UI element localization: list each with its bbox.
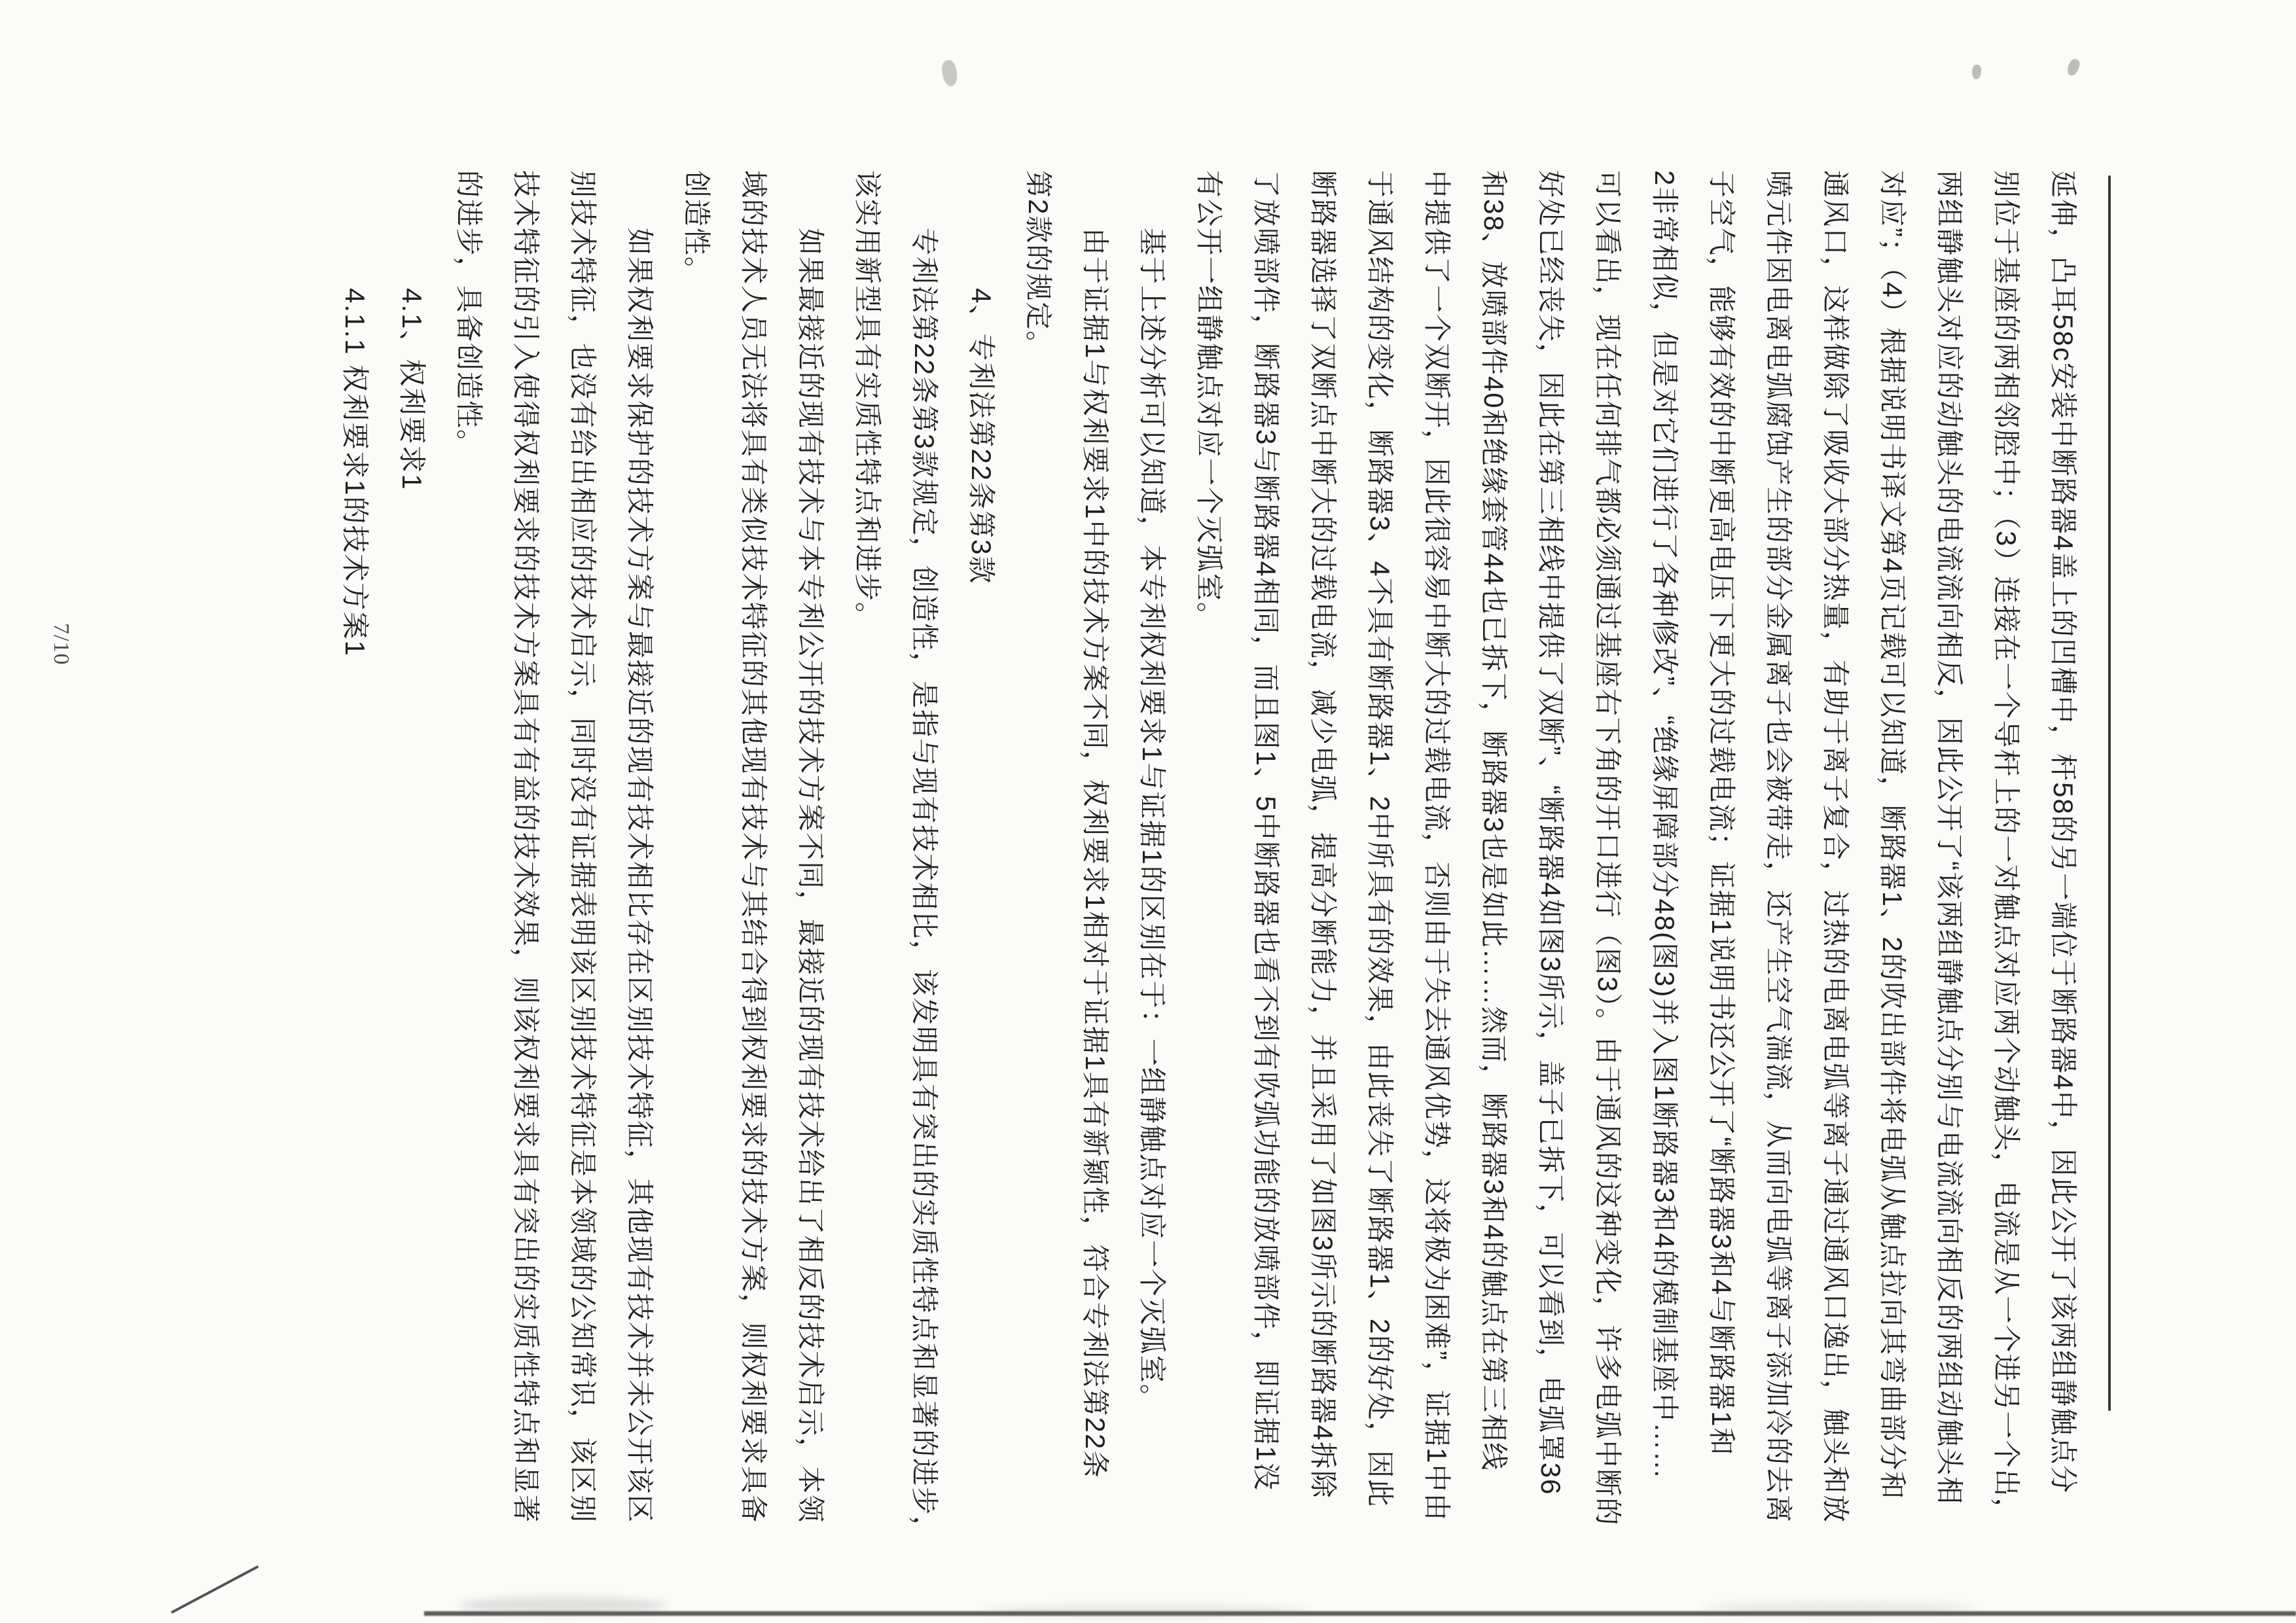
text-line: 中提供了一个双断开，因此很容易中断大的过载电流，否则由于失去通风优势，这将极为困难”，证据1中由 [1422, 170, 1452, 1522]
scan-smudge [1702, 1602, 1977, 1615]
section-heading: 4.1.1 权利要求1的技术方案1 [340, 288, 370, 657]
pencil-mark [940, 59, 960, 88]
text-line: 该实用新型具有实质性特点和进步。 [852, 170, 883, 632]
text-line: 延伸，凸耳58c安装中断路器4盖上的凹槽中，杆58的另一端位于断路器4中，因此公开了该两组静触点分 [2048, 170, 2079, 1495]
text-line: 断路器选择了双断点中断大的过载电流，减少电弧，提高分断能力，并且采用了如图3所示的断路器4拆除 [1308, 170, 1338, 1499]
text-line: 专利法第22条第3款规定，创造性，是指与现有技术相比，该发明具有突出的实质性特点和显著的进步， [909, 228, 940, 1545]
text-line: 域的技术人员无法将具有类似技术特征的其他现有技术与其结合得到权利要求的技术方案，则权利要求具备 [738, 170, 769, 1524]
text-line: 别技术特征，也没有给出相应的技术启示，同时没有证据表明该区别技术特征是本领域的公知常识，该区别 [567, 170, 598, 1524]
section-heading: 4.1、权利要求1 [397, 288, 427, 491]
text-line: 喷元件因电离电弧腐蚀产生的部分金属离子也会被带走，还产生空气湍流，从而向电弧等离子添加冷的去离 [1763, 170, 1794, 1524]
text-line: 基于上述分析可以知道，本专利权利要求1与证据1的区别在于：一组静触点对应一个灭弧室。 [1137, 228, 1168, 1413]
text-line: 子空气，能够有效的中断更高电压下更大的过载电流；证据1说明书还公开了“断路器3和4与断路器1和 [1706, 170, 1737, 1457]
text-line: 于通风结构的变化，断路器3、4不具有断路器1、2中所具有的效果，由此丧失了断路器1、2的好处，因此 [1365, 170, 1395, 1508]
text-line: 可以看出，现在任何排气都必须通过基座右下角的开口进行（图3）。由于通风的这种变化，许多电弧中断的 [1592, 170, 1623, 1527]
photocopy-artifact-line [2108, 175, 2111, 1411]
text-line: 通风口，这样做除了吸收大部分热量，有助于离子复合，过热的电离电弧等离子通过通风口逸出，触头和放 [1820, 170, 1851, 1524]
text-line: 对应”；（4）根据说明书译文第4页记载可以知道，断路器1、2的吹出部件将电弧从触点拉向其弯曲部分和 [1877, 170, 1908, 1501]
text-line: 如果权利要求保护的技术方案与最接近的现有技术相比存在区别技术特征，其他现有技术并未公开该区 [624, 228, 655, 1524]
text-line: 2非常相似，但是对它们进行了各种修改”、“绝缘屏障部分48(图3)并入图1断路器3和4的模制基座中…… [1649, 170, 1680, 1480]
text-line: 好处已经丧失，因此在第三相线中提供了双断”、“断路器4如图3所示，盖子已拆下，可以看到，电弧罩36 [1535, 170, 1566, 1496]
text-line: 别位于基座的两相邻腔中；（3）连接在一个导杆上的一对触点对应两个动触头，电流是从一个进另一个出， [1991, 170, 2022, 1527]
text-line: 有公开一组静触点对应一个灭弧室。 [1194, 170, 1225, 632]
text-line: 了放喷部件，断路器3与断路器4相同，而且图1、5中断路器也看不到有吹弧功能的放喷部件，即证据1没 [1251, 170, 1282, 1491]
page-number-label: 7/10 [49, 623, 73, 666]
scan-smudge [982, 1605, 1309, 1616]
text-line: 技术特征的引入使得权利要求的技术方案具有有益的技术效果，则该权利要求具有突出的实质性特点和显著 [511, 170, 541, 1524]
text-line: 第2款的规定。 [1023, 170, 1054, 360]
text-line: 的进步，具备创造性。 [454, 170, 484, 459]
scanner-edge-shadow [424, 1611, 2296, 1616]
section-heading: 4、专利法第22条第3款 [966, 288, 997, 585]
text-line: 如果最接近的现有技术与本专利公开的技术方案不同，最接近的现有技术给出了相反的技术启示，本领 [795, 228, 826, 1524]
pencil-mark [2066, 58, 2081, 77]
text-line: 创造性。 [681, 170, 712, 286]
text-line: 两组静触头对应的动触头的电流流向相反，因此公开了“该两组静触点分别与电流流向相反的两组动触头相 [1934, 170, 1965, 1505]
text-line: 由于证据1与权利要求1中的技术方案不同，权利要求1相对于证据1具有新颖性，符合专利法第22条 [1080, 228, 1111, 1480]
text-line: 和38、放喷部件40和绝缘套管44也已拆下，断路器3也是如此……然而，断路器3和4的触点在第三相线 [1479, 170, 1509, 1472]
scan-smudge [458, 1597, 668, 1614]
pencil-mark [1972, 65, 1981, 79]
